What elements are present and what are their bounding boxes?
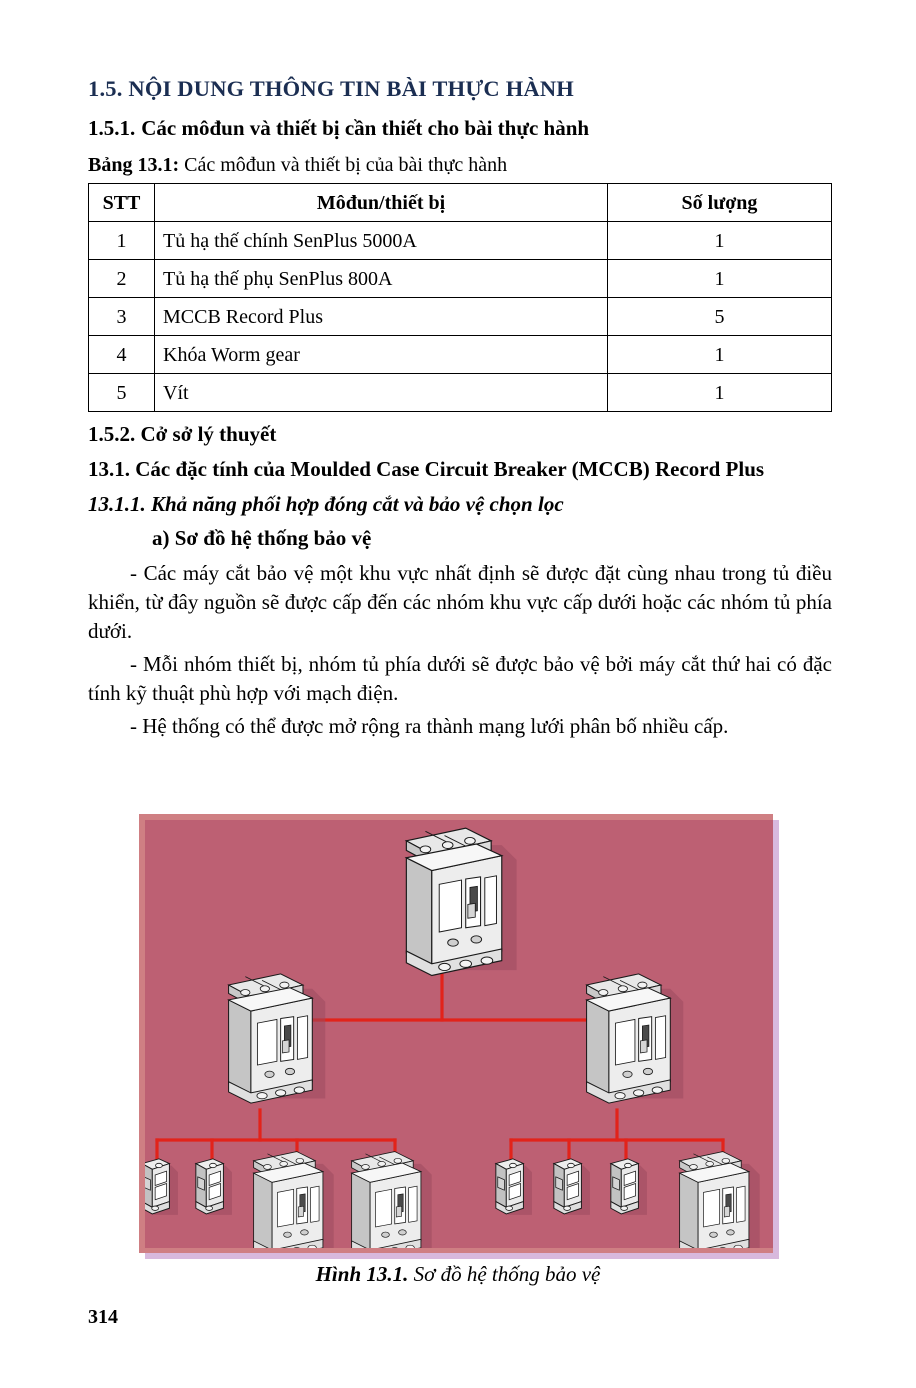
figure-svg bbox=[145, 820, 773, 1248]
cell-stt: 5 bbox=[89, 374, 155, 412]
figure-caption-text: Sơ đồ hệ thống bảo vệ bbox=[413, 1262, 601, 1286]
table-caption bbox=[88, 153, 832, 177]
device-tier3-small-breaker-2 bbox=[196, 1159, 232, 1215]
table-row bbox=[89, 336, 832, 374]
cell-qty: 1 bbox=[608, 260, 832, 298]
table-header-stt: STT bbox=[89, 184, 155, 222]
device-tier3-small-breaker-4 bbox=[554, 1159, 590, 1215]
figure-canvas bbox=[145, 820, 773, 1248]
page-number: 314 bbox=[88, 1306, 118, 1328]
table-header-item: Môđun/thiết bị bbox=[155, 184, 608, 222]
device-tier3-small-breaker-3 bbox=[496, 1159, 532, 1215]
section-heading-13-1-1: 13.1.1. Khả năng phối hợp đóng cắt và bảo vệ chọn lọc bbox=[88, 492, 564, 517]
cell-item: Khóa Worm gear bbox=[155, 336, 608, 374]
cell-qty: 1 bbox=[608, 374, 832, 412]
device-tier3-large-mccb-1 bbox=[254, 1152, 334, 1248]
cell-qty: 5 bbox=[608, 298, 832, 336]
device-tier3-small-breaker-5 bbox=[611, 1159, 647, 1215]
paragraph: - Các máy cắt bảo vệ một khu vực nhất định sẽ được đặt cùng nhau trong tủ điều khiển, từ đây nguồn sẽ được cấp đến các nhóm khu vực cấp dưới hoặc các nhóm tủ phía dưới. bbox=[88, 560, 832, 643]
figure-protection-system-diagram bbox=[139, 814, 779, 1259]
table-header-row bbox=[89, 184, 832, 222]
section-heading-a: a) Sơ đồ hệ thống bảo vệ bbox=[152, 525, 372, 550]
section-heading-13-1: 13.1. Các đặc tính của Moulded Case Circuit Breaker (MCCB) Record Plus bbox=[88, 457, 765, 482]
section-text-1-5-1: Các môđun và thiết bị cần thiết cho bài thực hành bbox=[141, 115, 590, 140]
cell-item: Tủ hạ thế chính SenPlus 5000A bbox=[155, 222, 608, 260]
device-tier2-mccb-right bbox=[587, 974, 684, 1103]
table-row bbox=[89, 260, 832, 298]
paragraph: - Mỗi nhóm thiết bị, nhóm tủ phía dưới sẽ được bảo vệ bởi máy cắt thứ hai có đặc tính kỹ thuật phù hợp với mạch điện. bbox=[88, 651, 832, 705]
cell-item: Tủ hạ thế phụ SenPlus 800A bbox=[155, 260, 608, 298]
page-content bbox=[88, 76, 832, 745]
paragraph: - Hệ thống có thể được mở rộng ra thành mạng lưới phân bố nhiều cấp. bbox=[130, 713, 729, 738]
device-tier3-large-mccb-3 bbox=[680, 1152, 760, 1248]
table-row bbox=[89, 374, 832, 412]
equipment-table bbox=[88, 183, 832, 412]
device-tier3-large-mccb-2 bbox=[352, 1152, 432, 1248]
figure-caption bbox=[0, 1262, 916, 1287]
cell-stt: 3 bbox=[89, 298, 155, 336]
cell-stt: 2 bbox=[89, 260, 155, 298]
section-heading-1-5-1 bbox=[88, 116, 832, 140]
device-tier3-small-breaker-1 bbox=[145, 1159, 178, 1215]
cell-item: MCCB Record Plus bbox=[155, 298, 608, 336]
cell-qty: 1 bbox=[608, 336, 832, 374]
page-title: 1.5. NỘI DUNG THÔNG TIN BÀI THỰC HÀNH bbox=[88, 76, 575, 101]
cell-stt: 4 bbox=[89, 336, 155, 374]
figure-caption-label: Hình 13.1. bbox=[315, 1262, 409, 1286]
section-heading-1-5-2: 1.5.2. Cở sở lý thuyết bbox=[88, 422, 277, 447]
cell-item: Vít bbox=[155, 374, 608, 412]
section-number-1-5-1: 1.5.1. bbox=[88, 115, 136, 140]
table-row bbox=[89, 222, 832, 260]
device-tier2-mccb-left bbox=[229, 974, 326, 1103]
table-header-qty: Số lượng bbox=[608, 184, 832, 222]
cell-stt: 1 bbox=[89, 222, 155, 260]
device-main-mccb bbox=[406, 828, 516, 975]
table-row bbox=[89, 298, 832, 336]
cell-qty: 1 bbox=[608, 222, 832, 260]
table-caption-label: Bảng 13.1: bbox=[88, 154, 180, 177]
table-caption-text: Các môđun và thiết bị của bài thực hành bbox=[184, 154, 508, 177]
